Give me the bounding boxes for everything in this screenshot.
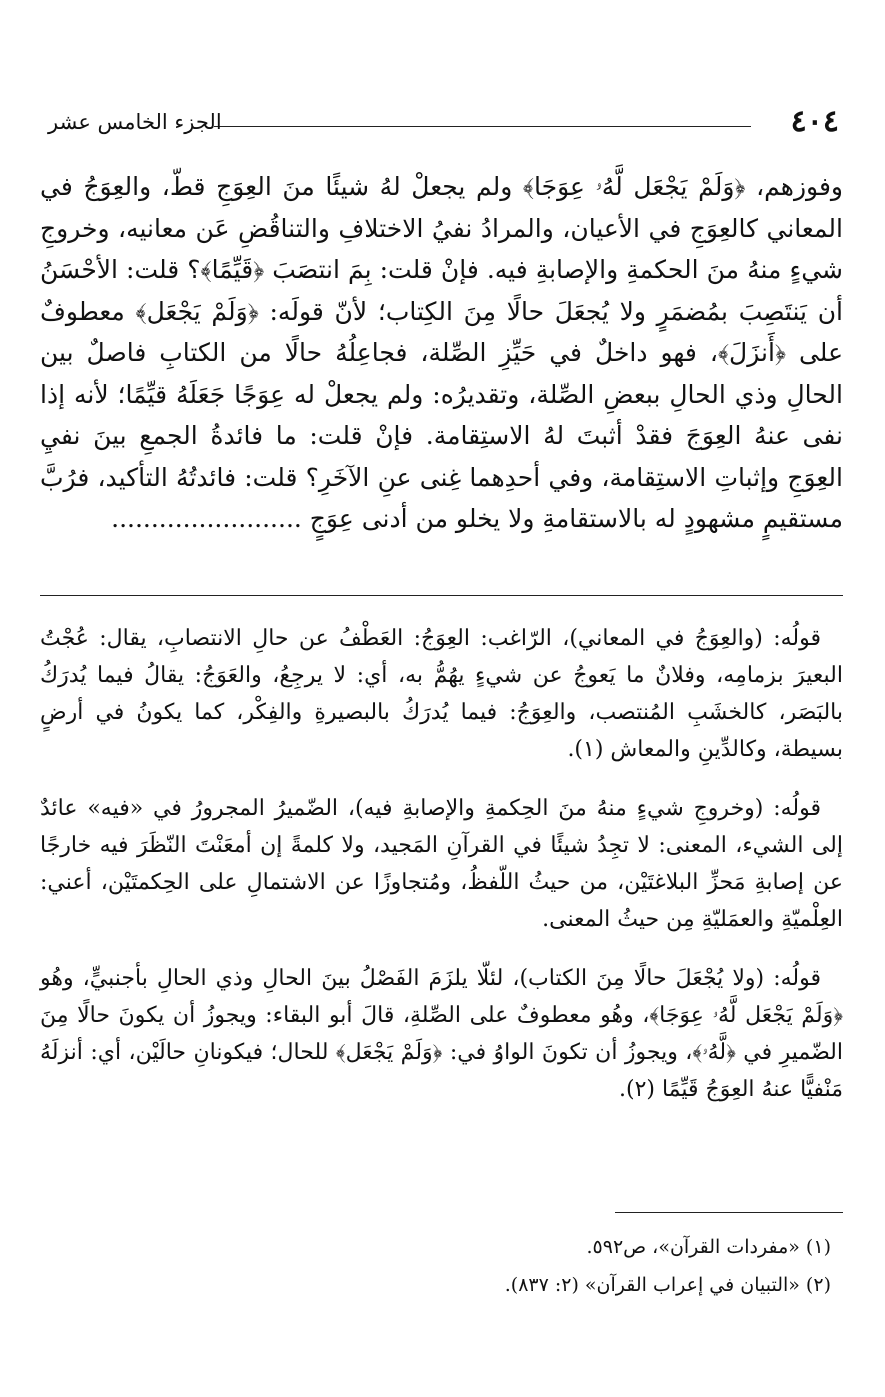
commentary-paragraph: قولُه: (والعِوَجُ في المعاني)، الرّاغب: العِوَجُ: العَطْفُ عن حالِ الانتصابِ، يقال: عُجْتُ البعيرَ بزمامِه، وفلانٌ ما يَعوجُ عن شيءٍ يهُمُّ به، أي: لا يرجِعُ، والعَوَجُ: يقالُ فيما يُدرَكُ بالبَصَر، كالخشَبِ المُنتصب، والعِوَجُ: فيما يُدرَكُ بالبصيرةِ والفِكْر، كما يكونُ في أرضٍ بسيطة، وكالدِّينِ والمعاش (١). xyxy=(40,626,843,762)
commentary-section xyxy=(40,620,843,1130)
commentary-paragraph: قولُه: (ولا يُجْعَلَ حالًا مِنَ الكتاب)، لئلّا يلزَمَ الفَصْلُ بينَ الحالِ وذي الحالِ بأجنبيٍّ، وهُو ﴿وَلَمْ يَجْعَل لَّهُۥ عِوَجَا﴾، وهُو معطوفٌ على الصِّلةِ، قالَ أبو البقاء: ويجوزُ أن يكونَ حالًا مِنَ الضّميرِ في ﴿لَّهُۥ﴾، ويجوزُ أن تكونَ الواوُ في: ﴿وَلَمْ يَجْعَل﴾ للحال؛ فيكونانِ حالَيْن، أي: أنزلَهُ مَنْفيًّا عنهُ العِوَجُ قَيِّمًا (٢). xyxy=(40,966,843,1102)
footnote-rule xyxy=(615,1212,843,1213)
footnotes xyxy=(40,1228,831,1304)
running-title: الجزء الخامس عشر xyxy=(48,110,222,134)
page-number: ٤٠٤ xyxy=(790,104,839,139)
footnote: (٢) «التبيان في إعراب القرآن» (٢: ٨٣٧). xyxy=(504,1274,831,1296)
main-text xyxy=(40,166,843,540)
section-separator xyxy=(40,595,843,596)
footnote: (١) «مفردات القرآن»، ص٥٩٢. xyxy=(586,1236,831,1258)
commentary-paragraph: قولُه: (وخروجِ شيءٍ منهُ منَ الحِكمةِ والإصابةِ فيه)، الضّميرُ المجرورُ في «فيه» عائدٌ إلى الشيء، المعنى: لا تجِدُ شيئًا في القرآنِ المَجيد، ولا كلمةً إن أمعَنْتَ النّظَرَ فيه خارجًا عن إصابةِ مَحزِّ البلاغتَيْن، من حيثُ اللّفظُ، ومُتجاوزًا عن الاشتمالِ على الحِكمتَيْن، أعني: العِلْميّةِ والعمَليّةِ مِن حيثُ المعنى. xyxy=(40,796,843,932)
page-header xyxy=(42,106,843,146)
main-paragraph: وفوزهم، ﴿وَلَمْ يَجْعَل لَّهُۥ عِوَجَا﴾ ولم يجعلْ لهُ شيئًا منَ العِوَجِ قطّ، والعِوَجُ في المعاني كالعِوَجِ في الأعيان، والمرادُ نفيُ الاختلافِ والتناقُضِ عَن معانيه، وخروجِ شيءٍ منهُ منَ الحكمةِ والإصابةِ فيه. فإنْ قلت: بِمَ انتصَبَ ﴿قَيِّمًا﴾؟ قلت: الأحْسَنُ أن يَنتَصِبَ بمُضمَرٍ ولا يُجعَلَ حالًا مِنَ الكِتاب؛ لأنّ قولَه: ﴿وَلَمْ يَجْعَل﴾ معطوفٌ على ﴿أَنزَلَ﴾، فهو داخلٌ في حَيِّزِ الصِّلة، فجاعِلُهُ حالًا من الكتابِ فاصلٌ بين الحالِ وذي الحالِ ببعضِ الصِّلة، وتقديرُه: ولم يجعلْ له عِوَجًا جَعَلَهُ قيِّمًا؛ لأنه إذا نفى عنهُ العِوَجَ فقدْ أثبتَ لهُ الاستِقامة. فإنْ قلت: ما فائدةُ الجمعِ بينَ نفيِ العِوَجِ وإثباتِ الاستِقامة، وفي أحدِهما غِنى عنِ الآخَرِ؟ قلت: فائدتُهُ التأكيد، فرُبَّ مستقيمٍ مشهودٍ له بالاستقامةِ ولا يخلو من أدنى عِوَجٍ ........................ xyxy=(40,172,843,533)
header-rule xyxy=(214,126,751,127)
